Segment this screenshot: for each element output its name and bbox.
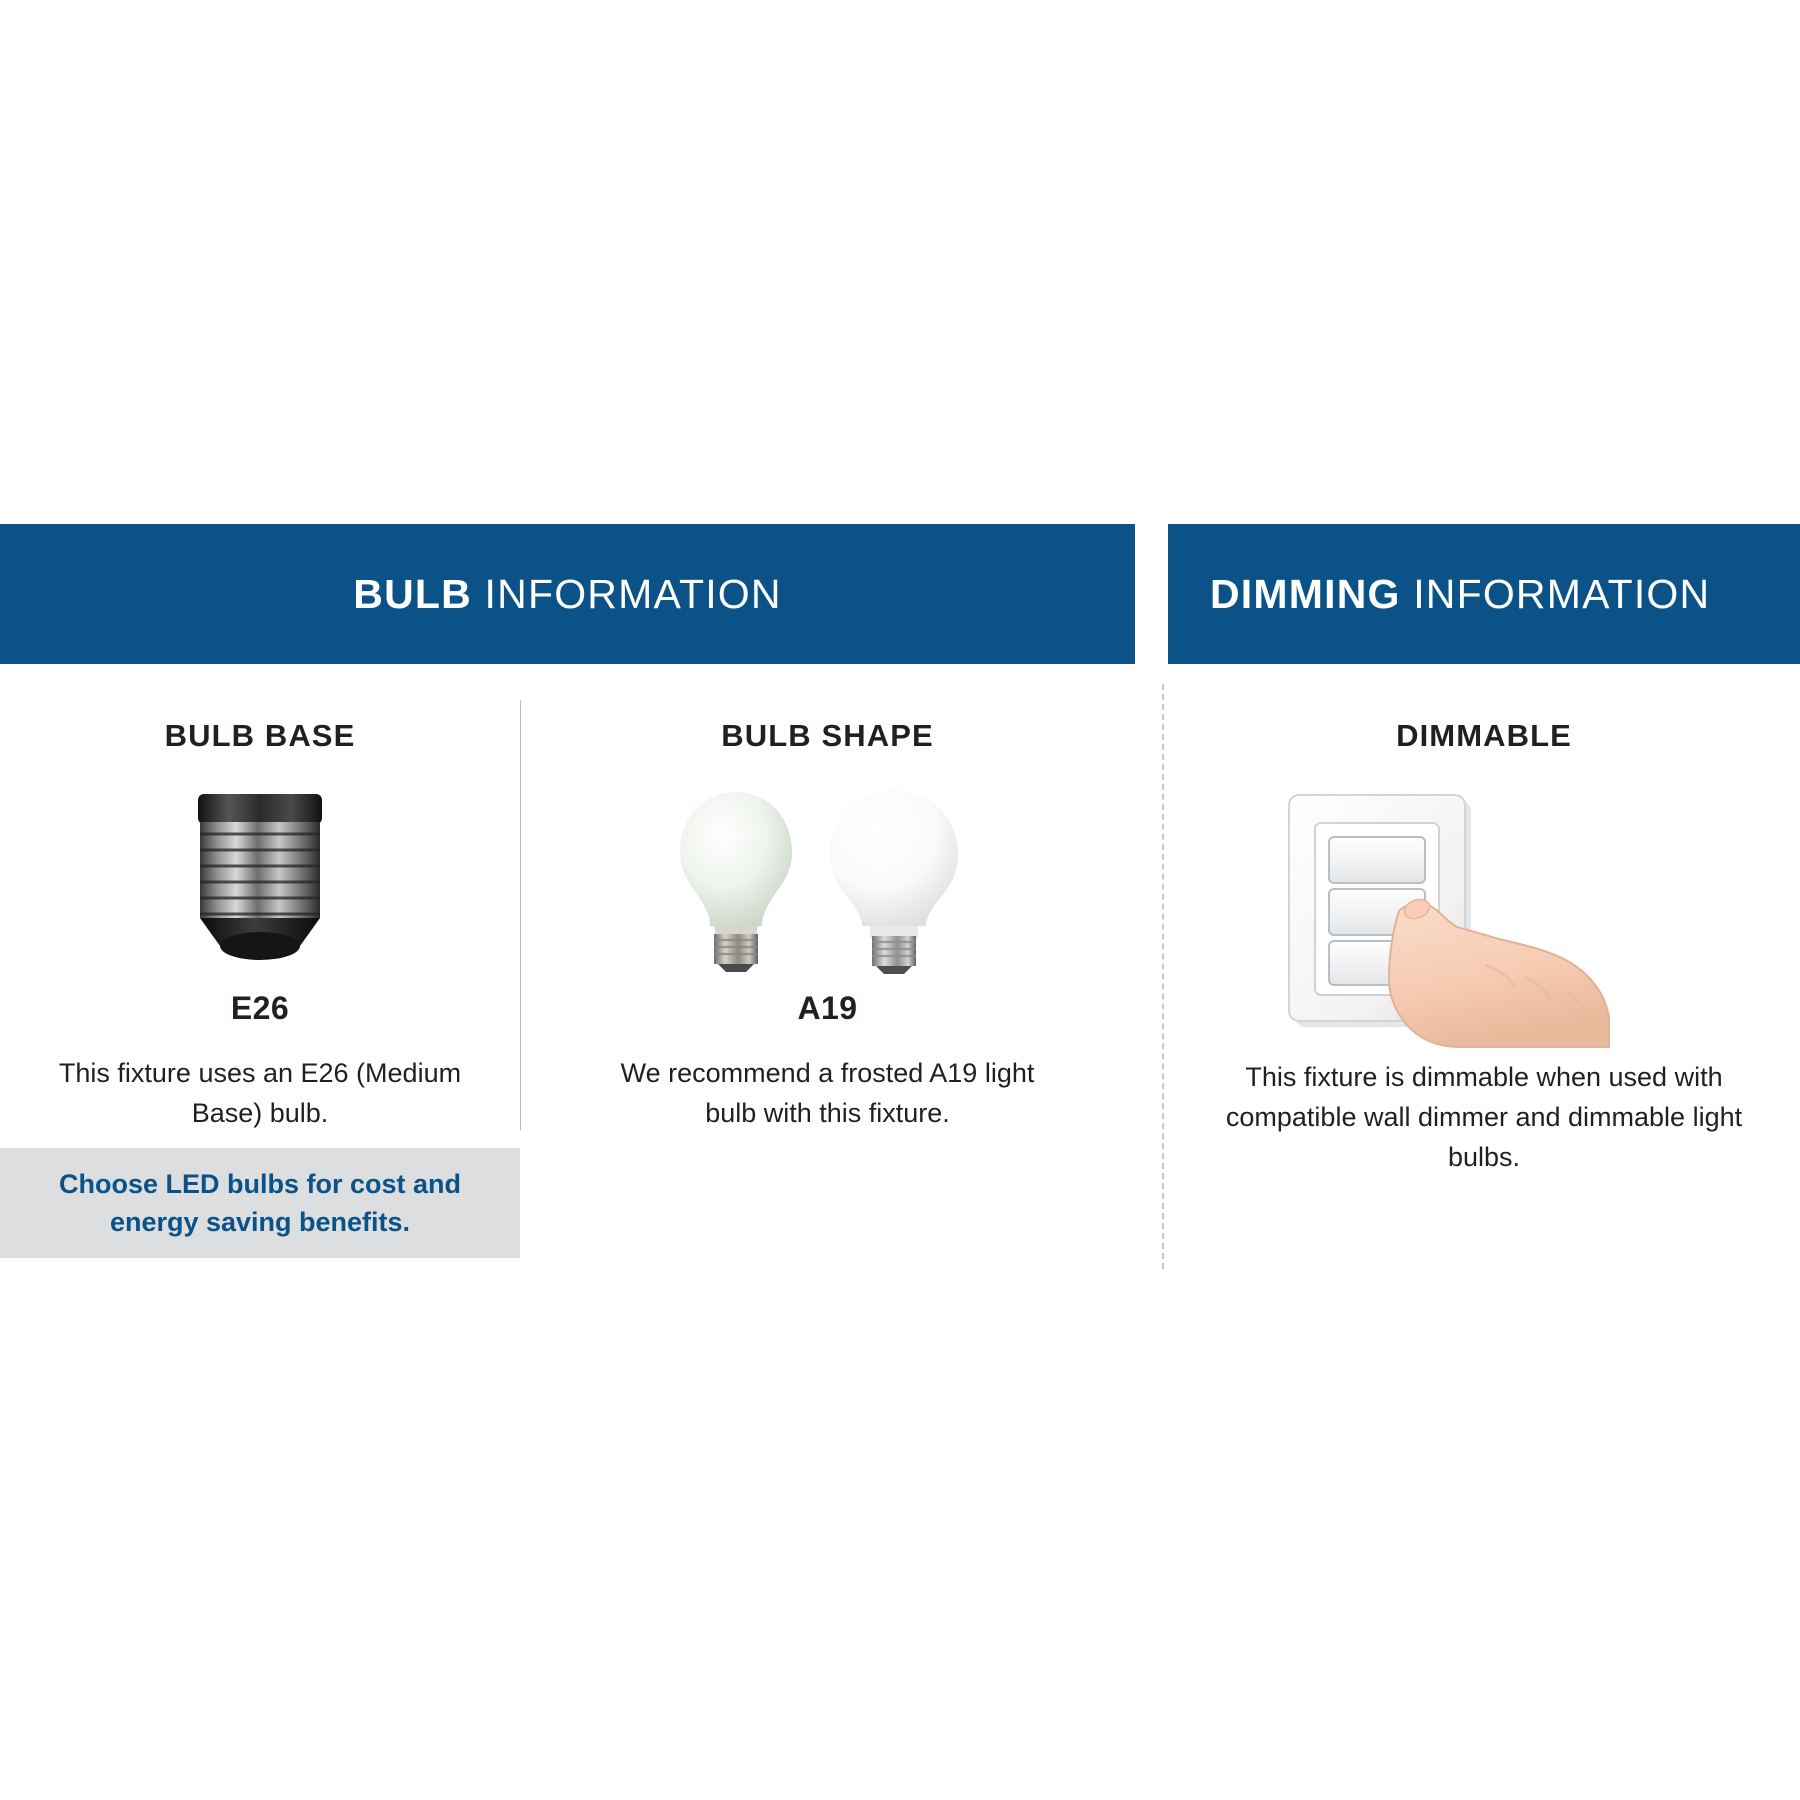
bulb-base-value: E26	[230, 990, 290, 1026]
panel-dashed-separator	[1162, 684, 1165, 1269]
bulb-columns	[0, 664, 1135, 1133]
dimming-information-title	[1210, 571, 1710, 618]
led-tip-text: Choose LED bulbs for cost and energy saving benefits.	[58, 1169, 462, 1237]
dimming-body	[1168, 664, 1800, 1177]
bulb-title-rest: INFORMATION	[471, 570, 782, 617]
bulb-base-description: This fixture uses an E26 (Medium Base) bulb.	[58, 1058, 462, 1128]
bulb-base-heading: BULB BASE	[164, 718, 356, 753]
bulb-title-bold: BULB	[353, 570, 472, 617]
led-tip-box	[0, 1148, 520, 1258]
bulb-shape-value: A19	[797, 990, 858, 1026]
column-divider	[520, 700, 521, 1130]
bulb-information-title	[353, 571, 781, 618]
dimming-title-bold: DIMMING	[1210, 570, 1401, 617]
bulb-shape-column	[520, 664, 1135, 1133]
bulb-shape-heading: BULB SHAPE	[721, 718, 934, 753]
bulb-shape-a19-icon	[520, 776, 1135, 976]
dimmable-heading: DIMMABLE	[1396, 718, 1572, 753]
bulb-base-column	[0, 664, 520, 1133]
bulb-information-panel	[0, 524, 1135, 1133]
dimming-description: This fixture is dimmable when used with compatible wall dimmer and dimmable light bulbs.	[1225, 1062, 1743, 1172]
dimming-title-rest: INFORMATION	[1400, 570, 1711, 617]
wall-dimmer-switch-with-hand-icon	[1168, 776, 1800, 1051]
dimming-information-header	[1168, 524, 1800, 664]
bulb-shape-description: We recommend a frosted A19 light bulb with this fixture.	[620, 1058, 1035, 1128]
dimming-information-panel	[1168, 524, 1800, 1177]
bulb-base-e26-icon	[0, 776, 520, 976]
bulb-information-header	[0, 524, 1135, 664]
